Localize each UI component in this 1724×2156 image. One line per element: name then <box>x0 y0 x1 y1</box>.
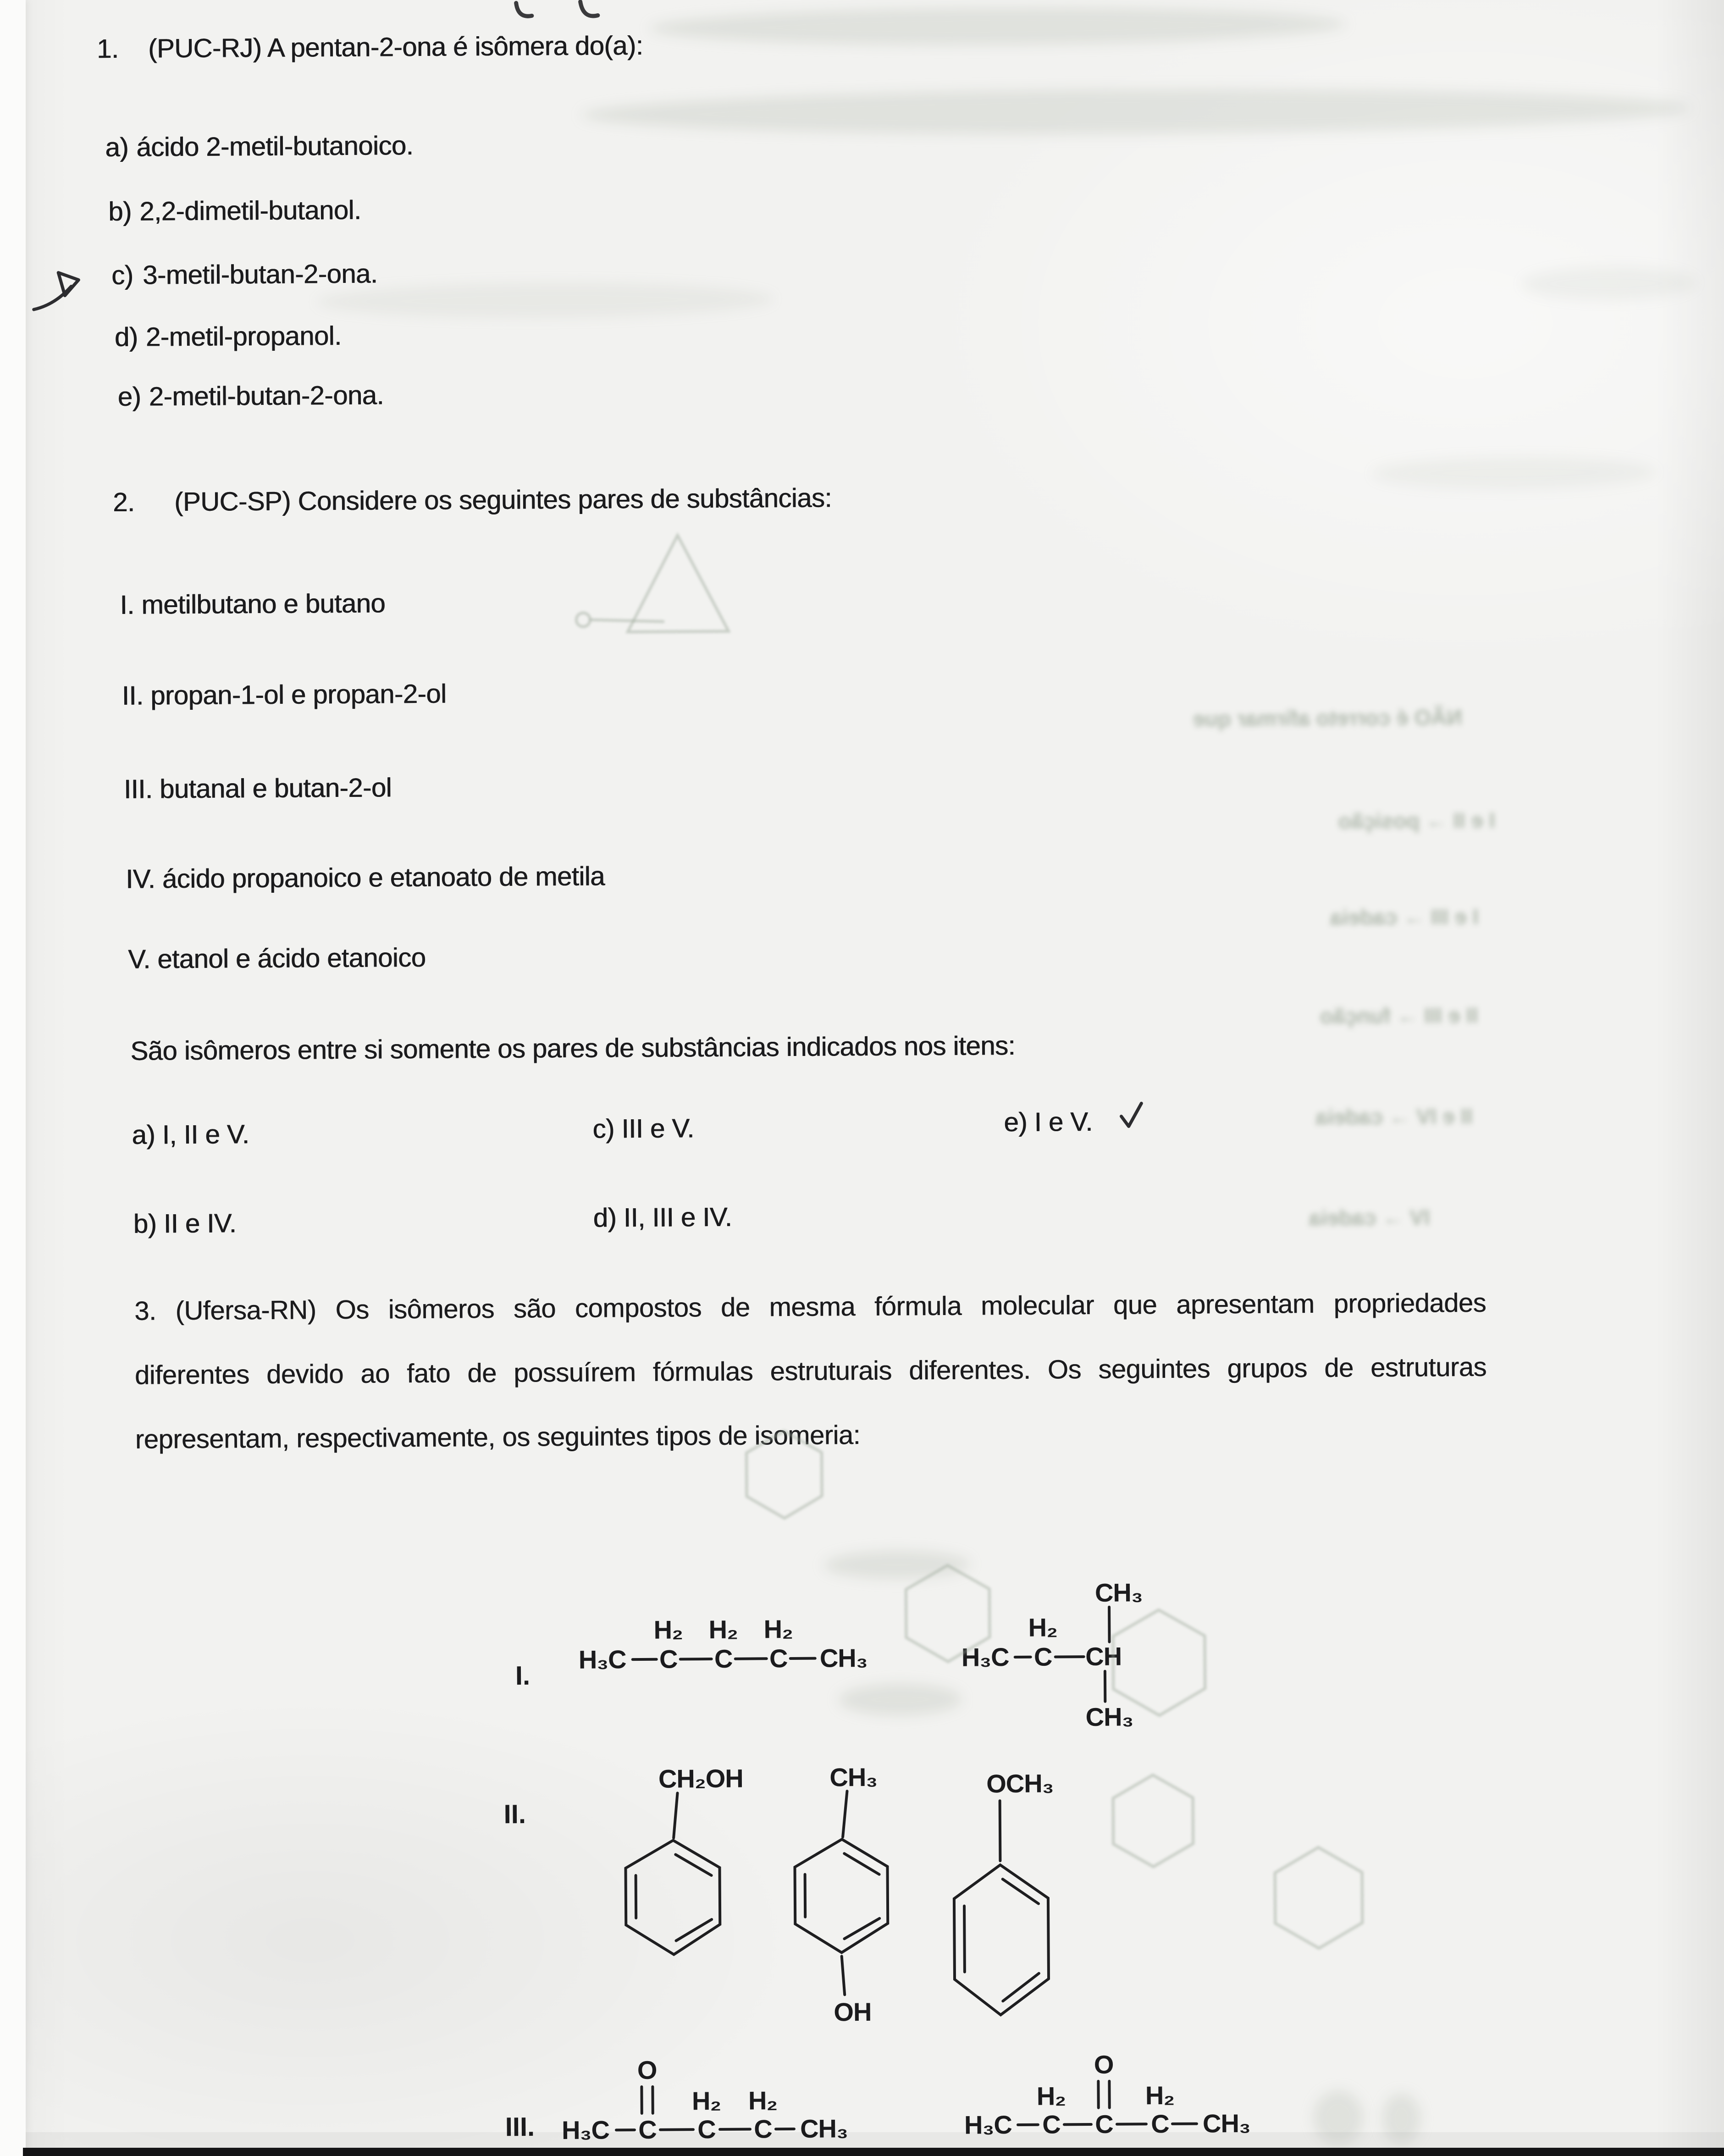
q3-line-1: 3. (Ufersa-RN) Os isômeros são compostos de mesma fórmula molecular que apresentam propriedades <box>134 1288 1486 1326</box>
q2-stem: São isômeros entre si somente os pares de substâncias indicados nos itens: <box>130 1030 1016 1066</box>
atom-o: O <box>637 2055 657 2085</box>
scan-shadow-band <box>26 2132 1724 2148</box>
atom-c: C <box>1042 2110 1061 2139</box>
bleedthrough-text: NÃO é correto afirmar que <box>1193 705 1463 731</box>
q2-pair-5: V. etanol e ácido etanoico <box>128 942 426 974</box>
atom-h2: H₂ <box>748 2086 778 2115</box>
q2-pair-1: I. metilbutano e butano <box>120 588 386 620</box>
q2-option-e: e) I e V. <box>1004 1106 1093 1138</box>
bleedthrough-text: II e IV → cadeia <box>1315 1104 1473 1129</box>
bleedthrough-text: I e III → cadeia <box>1330 904 1479 930</box>
q2-option-c: c) III e V. <box>592 1113 695 1144</box>
bleedthrough-text: IV → cadeia <box>1309 1205 1430 1230</box>
question-1-title: 1. (PUC-RJ) A pentan-2-ona é isômera do(a): <box>97 30 643 64</box>
question-2-number: 2. <box>113 487 135 517</box>
atom-c: C <box>697 2114 716 2144</box>
atom-och3: OCH₃ <box>986 1769 1054 1798</box>
q1-option-b: b) 2,2-dimetil-butanol. <box>108 195 361 227</box>
atom-h2: H₂ <box>708 1614 738 1644</box>
question-2-title: 2. (PUC-SP) Considere os seguintes pares de substâncias: <box>113 483 832 517</box>
scan-left-margin-strip <box>0 0 26 2156</box>
atom-ch3: CH₃ <box>1085 1702 1133 1732</box>
q2-pair-4: IV. ácido propanoico e etanoato de metila <box>126 861 605 894</box>
q1-option-a: a) ácido 2-metil-butanoico. <box>105 130 414 163</box>
q2-option-a: a) I, II e V. <box>132 1119 249 1150</box>
atom-h3c: H₃C <box>578 1645 626 1674</box>
q2-option-d: d) II, III e IV. <box>593 1202 732 1233</box>
atom-h3c: H₃C <box>961 1642 1009 1672</box>
q2-option-b: b) II e IV. <box>133 1208 237 1239</box>
atom-ch3: CH₃ <box>829 1762 878 1792</box>
atom-c: C <box>754 2114 772 2144</box>
atom-c: C <box>769 1644 788 1673</box>
atom-h2: H₂ <box>653 1615 683 1644</box>
atom-c: C <box>638 2115 657 2145</box>
atom-h2: H₂ <box>763 1614 793 1644</box>
atom-h2: H₂ <box>691 2086 721 2116</box>
atom-h2: H₂ <box>1028 1613 1058 1642</box>
atom-h2: H₂ <box>1145 2080 1175 2110</box>
q1-option-c: c) 3-metil-butan-2-ona. <box>111 259 378 290</box>
structure-III-label: III. <box>505 2112 535 2142</box>
bleedthrough-text: I e II → posição <box>1338 808 1495 834</box>
atom-oh: OH <box>834 1997 872 2027</box>
atom-ch3: CH₃ <box>1202 2108 1251 2138</box>
atom-c: C <box>1151 2109 1169 2139</box>
atom-ch3: CH₃ <box>819 1643 868 1673</box>
q3-line-3: representam, respectivamente, os seguintes tipos de isomeria: <box>135 1420 861 1454</box>
atom-h3c: H₃C <box>964 2110 1012 2139</box>
structure-I-label: I. <box>515 1660 530 1691</box>
atom-c: C <box>714 1644 733 1673</box>
question-1-number: 1. <box>97 33 119 64</box>
bleedthrough-text: II e III → função <box>1320 1003 1478 1028</box>
q1-option-d: d) 2-metil-propanol. <box>114 321 342 352</box>
structure-II-label: II. <box>503 1799 526 1830</box>
atom-ch3: CH₃ <box>800 2114 848 2143</box>
atom-c: C <box>1095 2109 1113 2139</box>
atom-c: C <box>659 1644 678 1674</box>
scan-bottom-edge <box>23 2148 1724 2156</box>
q3-line-2: diferentes devido ao fato de possuírem fórmulas estruturais diferentes. Os seguintes grupos de estruturas <box>134 1352 1487 1390</box>
q1-option-e: e) 2-metil-butan-2-ona. <box>117 380 384 412</box>
atom-ch: CH <box>1085 1642 1122 1671</box>
cutoff-glyph-fragments <box>498 1 635 30</box>
atom-c: C <box>1033 1642 1052 1671</box>
atom-o: O <box>1094 2050 1114 2079</box>
atom-h2: H₂ <box>1036 2081 1066 2111</box>
q2-pair-3: III. butanal e butan-2-ol <box>123 773 392 804</box>
q2-pair-2: II. propan-1-ol e propan-2-ol <box>122 679 447 711</box>
atom-ch2oh: CH₂OH <box>658 1763 743 1793</box>
atom-h3c: H₃C <box>561 2115 610 2145</box>
atom-ch3: CH₃ <box>1094 1578 1143 1607</box>
